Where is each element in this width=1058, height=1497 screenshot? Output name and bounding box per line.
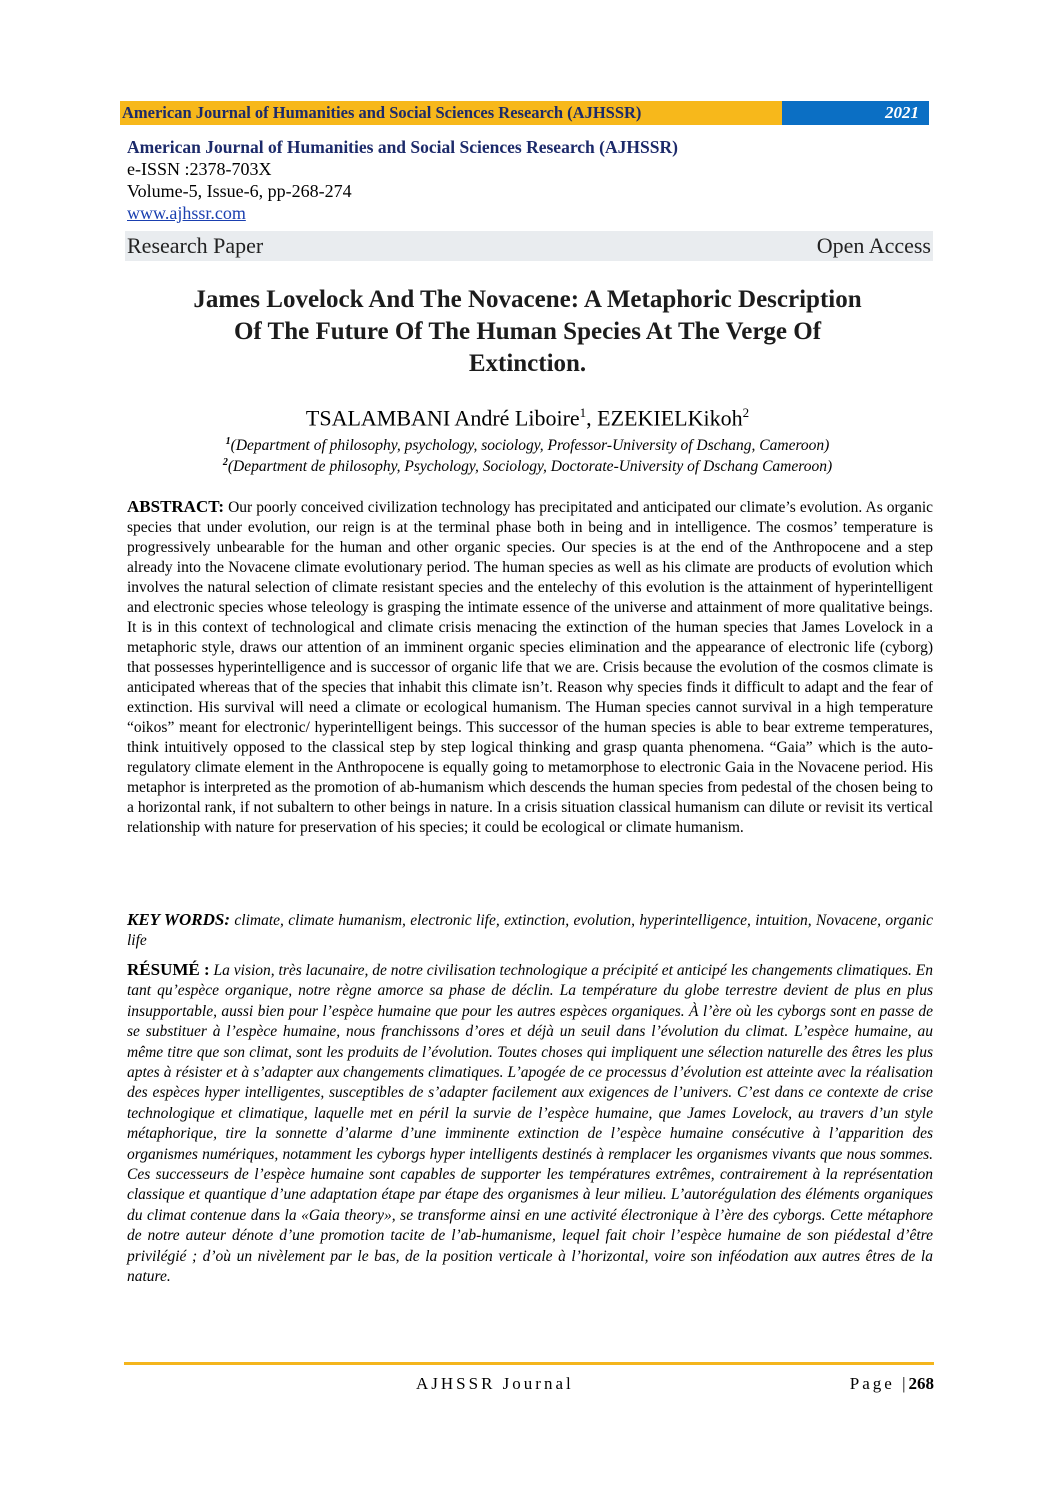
abstract-label: ABSTRACT: — [127, 497, 224, 516]
running-header-journal-title: American Journal of Humanities and Social Sciences Research (AJHSSR) — [120, 101, 782, 125]
keywords-label: KEY WORDS: — [127, 910, 231, 929]
article-title-line: James Lovelock And The Novacene: A Metaphoric Description — [193, 286, 862, 313]
journal-info — [127, 136, 933, 224]
footer-page — [850, 1374, 934, 1394]
resume-label: RÉSUMÉ : — [127, 960, 210, 979]
affiliation — [120, 453, 935, 477]
paper-type: Research Paper — [127, 233, 264, 258]
affiliation-mark: 2 — [222, 457, 228, 468]
footer-journal: AJHSSR Journal — [416, 1374, 574, 1393]
keywords-text: climate, climate humanism, electronic life, extinction, evolution, hyperintelligence, intuition, Novacene, organic life — [127, 912, 934, 949]
article-title-line: Of The Future Of The Human Species At The Verge Of — [233, 318, 822, 345]
journal-website-link[interactable]: www.ajhssr.com — [127, 203, 246, 223]
author-separator: , — [586, 405, 598, 431]
affiliation-mark: 1 — [225, 436, 231, 447]
page-footer — [124, 1374, 934, 1398]
article-title — [120, 284, 935, 380]
keywords — [127, 910, 933, 951]
author-affiliation-mark: 1 — [579, 405, 587, 420]
authors — [120, 400, 935, 431]
paper-type-bar — [125, 231, 933, 261]
abstract-text: Our poorly conceived civilization technology has precipitated and anticipated our climate’s evolution. As organic species that under evolution, our reign is at the terminal phase both in being and in intelligence. The cosmos’ temperature is progressively unbearable for the human and other organic species. Our species is at the end of the Anthropocene and a step already into the Novacene climate evolutionary period. The human species as well as his climate are products of evolution which involves the natural selection of climate resistant species and the entelechy of this evolution is the attainment of hyperintelligent and electronic species whose teleology is grasping the intimate essence of the universe and attainment of more qualitative beings. It is in this context of technological and climate crisis menacing the extinction of the human species that James Lovelock in a metaphoric style, draws our attention of an imminent organic species elimination and the appearance of electronic life (cyborg) that possesses hyperintelligence and is successor of organic life that we are. Crisis because the evolution of the cosmos climate is anticipated whereas that of the species that inhabit this climate isn’t. Reason why species finds it difficult to adapt and the fear of extinction. His survival will need a climate or ecological humanism. The Human species cannot survival in a high temperature “oikos” meant for electronic/ hyperintelligent beings. This successor of the human species is able to bear extreme temperatures, think intuitively opposed to the classical step by step logical thinking and grasp quanta phenomena. “Gaia” which is the auto-regulatory climate element in the Anthropocene is equally going to metamorphose to electronic Gaia in the Novacene period. His metaphor is interpreted as the promotion of ab-humanism which descends the human species from pedestal of the chosen being to a horizontal rank, if not subaltern to other beings in nature. In a crisis situation classical humanism can dilute or revisit its vertical relationship with nature for preservation of his species; it could be ecological or climate humanism. — [127, 499, 934, 836]
footer-page-number: 268 — [908, 1374, 934, 1393]
footer-page-label: Page | — [849, 1374, 909, 1393]
article-title-line: Extinction. — [468, 350, 587, 377]
journal-volume: Volume-5, Issue-6, pp-268-274 — [127, 181, 352, 201]
access-type: Open Access — [816, 233, 931, 258]
author-name: TSALAMBANI André Liboire — [305, 405, 580, 431]
footer-divider — [124, 1362, 934, 1365]
affiliation-text: (Department de philosophy, Psychology, Sociology, Doctorate-University of Dschang Cameroon) — [227, 458, 833, 476]
running-header — [120, 101, 929, 125]
resume-text: La vision, très lacunaire, de notre civilisation technologique a précipité et anticipé les changements climatiques. En tant qu’espèce organique, notre règne amorce sa phase de déclin. La température du globe terrestre devient de plus en plus insupportable, aussi bien pour l’espèce humaine que pour les autres espèces organiques. À l’ère où les cyborgs sont en passe de se substituer à l’espèce humaine, nous franchissons d’ores et déjà un seuil dans l’évolution du climat. L’espèce humaine, au même titre que son climat, sont les produits de l’évolution. Toutes choses qui impliquent une sélection naturelle des êtres les plus aptes à résister et à s’adapter aux changements climatiques. L’apogée de ce processus d’évolution est atteinte avec la réalisation des espèces hyper intelligentes, susceptibles de s’adapter facilement aux exigences de l’univers. C’est dans ce contexte de crise technologique et climatique, laquelle met en péril la survie de l’espèce humaine, que James Lovelock, au travers d’un style métaphorique, tire la sonnette d’alarme d’une imminente extinction de l’espèce humaine consécutive à l’apparition des organismes numériques, notamment les cyborgs hyper intelligents destinés à remplacer les organismes vivants que nous sommes. Ces successeurs de l’espèce humaine sont capables de supporter les températures extrêmes, contrairement à la représentation classique et quantique d’une adaptation étape par étape des organismes à leur milieu. L’autorégulation des éléments organiques du climat contenue dans la «Gaia theory», se transforme ainsi en une activité électronique à l’ère des cyborgs. Cette métaphore de notre auteur dénote d’une promotion tacite de l’ab-humanisme, lequel fait choir l’espèce humaine de son piédestal d’être privilégié ; d’où un nivèlement par le bas, de la position verticale à l’horizontal, voire son inféodation aux autres êtres de la nature. — [127, 962, 933, 1286]
resume — [127, 960, 933, 1288]
author-affiliation-mark: 2 — [742, 405, 750, 420]
affiliation-text: (Department of philosophy, psychology, sociology, Professor-University of Dschang, Cameroon) — [230, 437, 830, 455]
running-header-year: 2021 — [782, 101, 929, 125]
abstract — [127, 497, 933, 838]
journal-name: American Journal of Humanities and Social Sciences Research (AJHSSR) — [127, 137, 678, 157]
author-name: EZEKIELKikoh — [597, 405, 743, 431]
journal-issn: e-ISSN :2378-703X — [127, 159, 272, 179]
